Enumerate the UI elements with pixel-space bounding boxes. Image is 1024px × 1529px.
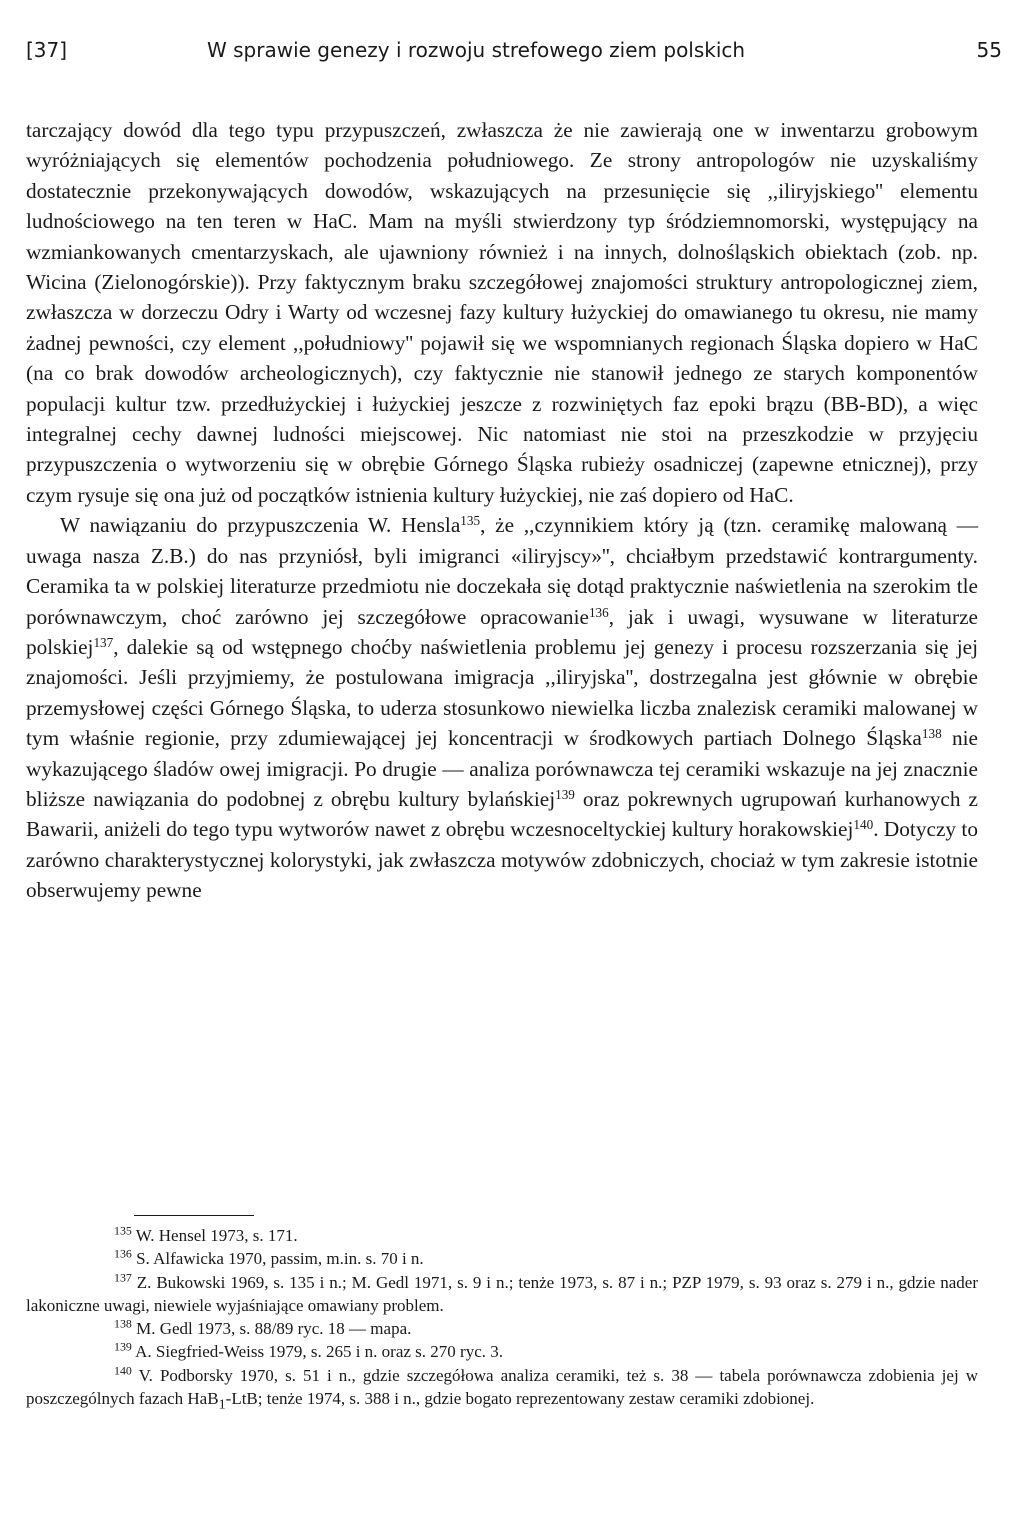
- footnotes: [26, 1224, 978, 1417]
- footnote-number: 138: [114, 1316, 132, 1331]
- footnote-text: M. Gedl 1973, s. 88/89 ryc. 18 — mapa.: [136, 1319, 412, 1339]
- paragraph-text: tarczający dowód dla tego typu przypuszczeń, zwłaszcza że nie zawierają one w inwentarzu grobowym wyróżniających się elementów pochodzenia południowego. Ze strony antropologów nie uzyskaliśmy dostatecznie przekonywających dowodów, wskazujących na przesunięcie się ,,iliryjskiego'' elementu ludnościowego na ten teren w HaC. Mam na myśli stwierdzony typ śródziemnomorski, występujący na wzmiankowanych cmentarzyskach, ale ujawniony również i na innych, dolnośląskich obiektach (zob. np. Wicina (Zielonogórskie)). Przy faktycznym braku szczegółowej znajomości struktury antropologicznej ziem, zwłaszcza w dorzeczu Odry i Warty od wczesnej fazy kultury łużyckiej do omawianego tu okresu, nie mamy żadnej pewności, czy element ,,południowy'' pojawił się we wspomnianych regionach Śląska dopiero w HaC (na co brak dowodów archeologicznych), czy faktycznie nie stanowił jednego ze starych komponentów populacji kultur tzw. przedłużyckiej i łużyckiej jeszcze z rozwiniętych faz epoki brązu (BB-BD), a więc integralnej cechy dawnej ludności miejscowej. Nic natomiast nie stoi na przeszkodzie w przyjęciu przypuszczenia o wytworzeniu się w obrębie Górnego Śląska rubieży osadniczej (zapewne etnicznej), przy czym rysuje się ona już od początków istnienia kultury łużyckiej, nie zaś dopiero od HaC.: [26, 118, 978, 507]
- footnote-text: V. Podborsky 1970, s. 51 i n., gdzie szczegółowa analiza ceramiki, też s. 38 — tabela porównawcza zdobienia jej w poszczególnych fazach HaB: [26, 1365, 978, 1409]
- running-title: W sprawie genezy i rozwoju strefowego ziem polskich: [207, 38, 746, 62]
- footnote: [26, 1247, 978, 1270]
- footnote-ref: 138: [921, 725, 942, 741]
- footnote: [26, 1317, 978, 1340]
- footnote-ref: 136: [588, 604, 609, 620]
- paragraph: [26, 510, 978, 905]
- footnote: [26, 1364, 978, 1417]
- footnote-text: A. Siegfried-Weiss 1979, s. 265 i n. oraz s. 270 ryc. 3.: [135, 1342, 504, 1362]
- footnote-number: 137: [114, 1270, 132, 1285]
- paragraph-text: oraz pokrewnych ugrupowań kurhanowych z Bawarii, aniżeli do tego typu wytworów nawet z obrębu wczesnoceltyckiej kultury horakowskiej: [26, 786, 978, 842]
- footnote: [26, 1271, 978, 1318]
- footnote: [26, 1224, 978, 1247]
- running-header: [26, 38, 1002, 78]
- footnote-text: S. Alfawicka 1970, passim, m.in. s. 70 i n.: [136, 1249, 424, 1269]
- footnote-ref: 140: [853, 817, 874, 833]
- footnote-ref: 135: [460, 513, 481, 529]
- body-text: [26, 115, 978, 906]
- paragraph-text: , jak i uwagi, wysuwane w literaturze polskiej: [26, 604, 979, 659]
- paragraph-text: , że ,,czynnikiem który ją (tzn. ceramikę malowaną — uwaga nasza Z.B.) do nas przyniósł, byli imigranci «iliryjscy»'', chciałbym przedstawić kontrargumenty. Ceramika ta w polskiej literaturze przedmiotu nie doczekała się dotąd praktycznie naświetlenia na szerokim tle porównawczym, choć zarówno jej szczegółowe opracowanie: [26, 513, 978, 629]
- paragraph-text: , dalekie są od wstępnego choćby naświetlenia problemu jej genezy i procesu rozszerzania się jej znajomości. Jeśli przyjmiemy, że postulowana imigracja ,,iliryjska'', dostrzegalna jest głównie w obrębie przemysłowej części Górnego Śląska, to uderza stosunkowo niewielka liczba znalezisk ceramiki malowanej w tym właśnie regionie, przy zdumiewającej jej koncentracji w środkowych partiach Dolnego Śląska: [26, 634, 978, 751]
- footnote-text: Z. Bukowski 1969, s. 135 i n.; M. Gedl 1971, s. 9 i n.; tenże 1973, s. 87 i n.; PZP 1979, s. 93 oraz s. 279 i n., gdzie nader lakoniczne uwagi, niewiele wyjaśniające omawiany problem.: [26, 1272, 979, 1315]
- footnote-ref: 139: [555, 786, 575, 802]
- paragraph-text: W nawiązaniu do przypuszczenia W. Hensla: [60, 513, 461, 538]
- footnote-number: 136: [114, 1246, 132, 1261]
- footnote-number: 140: [114, 1363, 132, 1378]
- footnote-number: 139: [114, 1339, 132, 1354]
- footnote-ref: 137: [93, 634, 114, 650]
- paragraph-text: nie wykazującego śladów owej imigracji. Po drugie — analiza porównawcza tej ceramiki wskazuje na jej znacznie bliższe nawiązania do podobnej z obrębu kultury bylańskiej: [26, 726, 978, 811]
- footnote: [26, 1340, 978, 1363]
- footnote-subscript: 1: [218, 1396, 226, 1413]
- footnote-text: -LtB; tenże 1974, s. 388 i n., gdzie bogato reprezentowany zestaw ceramiki zdobionej.: [225, 1389, 815, 1409]
- footnote-separator: [134, 1215, 254, 1216]
- paragraph-text: . Dotyczy to zarówno charakterystycznej kolorystyki, jak zwłaszcza motywów zdobniczych, chociaż w tym zakresie istotnie obserwujemy pewne: [26, 817, 978, 903]
- paragraph: [26, 115, 978, 510]
- section-number: [37]: [26, 38, 68, 62]
- footnote-number: 135: [114, 1223, 132, 1238]
- footnote-text: W. Hensel 1973, s. 171.: [135, 1226, 298, 1245]
- page-number: 55: [976, 38, 1002, 62]
